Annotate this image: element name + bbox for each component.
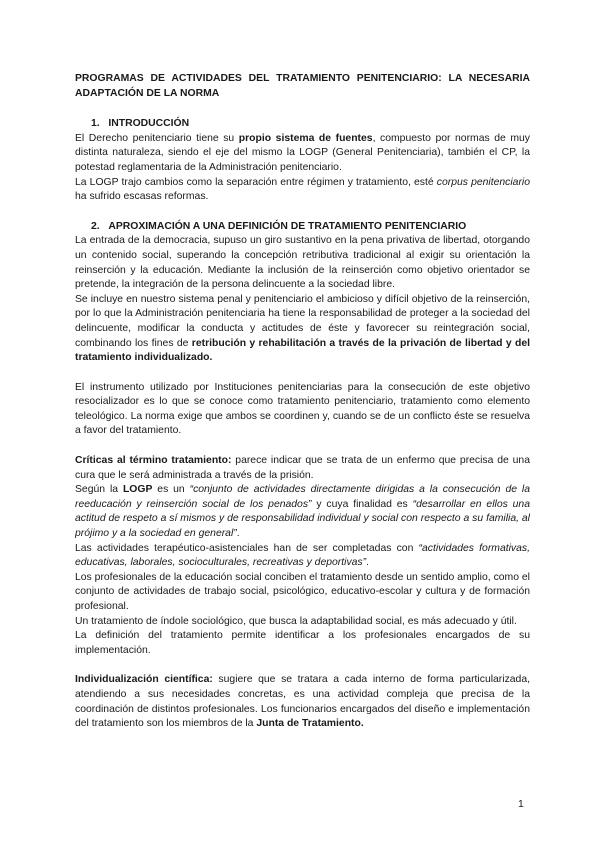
section-heading-introduccion: 1. INTRODUCCIÓN <box>91 118 190 130</box>
criticas-paragraph-4: Los profesionales de la educación social conciben el tratamiento desde un sentido amplio, como el conjunto de actividades de trabajo social, psicológico, educativo-escolar y cultura y de formación profesional. <box>75 571 530 612</box>
criticas-paragraph-2: Según la LOGP es un “conjunto de actividades directamente dirigidas a la consecución de la reeducación y reinserción social de los penados” y cuya finalidad es “desarrollar en ellos una actitud de respeto a sí mismos y de responsabilidad individual y social con respecto a su familia, al prójimo y a la sociedad en general”. <box>75 484 530 540</box>
intro-paragraph-2: La LOGP trajo cambios como la separación entre régimen y tratamiento, esté corpus penitenciario ha sufrido escasas reformas. <box>75 176 531 203</box>
intro-paragraph-1: El Derecho penitenciario tiene su propio sistema de fuentes, compuesto por normas de muy distinta naturaleza, siendo el eje del mismo la LOGP (General Penitenciaria), también el CP, la potestad reglamentaria de la Administración penitenciario. <box>75 132 530 173</box>
criticas-paragraph-6: La definición del tratamiento permite identificar a los profesionales encargados de su implementación. <box>75 630 530 656</box>
criticas-paragraph-1: Críticas al término tratamiento: parece indicar que se trata de un enfermo que precisa de una cura que le será administrada a través de la prisión. <box>75 455 530 481</box>
individualizacion-paragraph: Individualización científica: sugiere que se tratara a cada interno de forma particularizada, atendiendo a sus necesidades concretas, es una actividad compleja que precisa de la coordinación de distintos profesionales. Los funcionarios encargados del diseño e implementación del tratamiento son los miembros de la Junta de Tratamiento. <box>75 674 530 730</box>
aprox-paragraph-1: La entrada de la democracia, supuso un giro sustantivo en la pena privativa de libertad, otorgando un contenido social, superando la concepción retributiva tradicional al exigir su orientación la reinserción y la educación. Mediante la inclusión de la reinserción como objetivo orientador se pretende, la integración de la persona delincuente a la sociedad libre. <box>75 235 530 291</box>
criticas-paragraph-3: Las actividades terapéutico-asistenciales han de ser completadas con “actividades formativas, educativas, laborales, socioculturales, recreativas y deportivas”. <box>75 542 530 569</box>
aprox-paragraph-2: Se incluye en nuestro sistema penal y penitenciario el ambicioso y difícil objetivo de la reinserción, por lo que la Administración penitenciaria ha tiene la responsabilidad de proteger a la sociedad del delincuente, modificar la conducta y actitudes de éste y favorecer su reintegración social, combinando los fines de retribución y rehabilitación a través de la privación de libertad y del tratamiento individualizado. <box>75 293 530 364</box>
document-title: PROGRAMAS DE ACTIVIDADES DEL TRATAMIENTO PENITENCIARIO: LA NECESARIA ADAPTACIÓN DE LA NORMA <box>75 73 530 99</box>
section-heading-aproximacion: 2. APROXIMACIÓN A UNA DEFINICIÓN DE TRATAMIENTO PENITENCIARIO <box>91 220 467 232</box>
document-page <box>75 72 530 732</box>
aprox-paragraph-3: El instrumento utilizado por Instituciones penitenciarias para la consecución de este objetivo resocializador es lo que se conoce como tratamiento penitenciario, tratamiento como elemento teleológico. La norma exige que ambos se coordinen y, cuando se de un conflicto éste se resuelva a favor del tratamiento. <box>75 381 530 437</box>
criticas-paragraph-5: Un tratamiento de índole sociológico, que busca la adaptabilidad social, es más adecuado y útil. <box>75 615 517 627</box>
page-number: 1 <box>518 799 524 810</box>
